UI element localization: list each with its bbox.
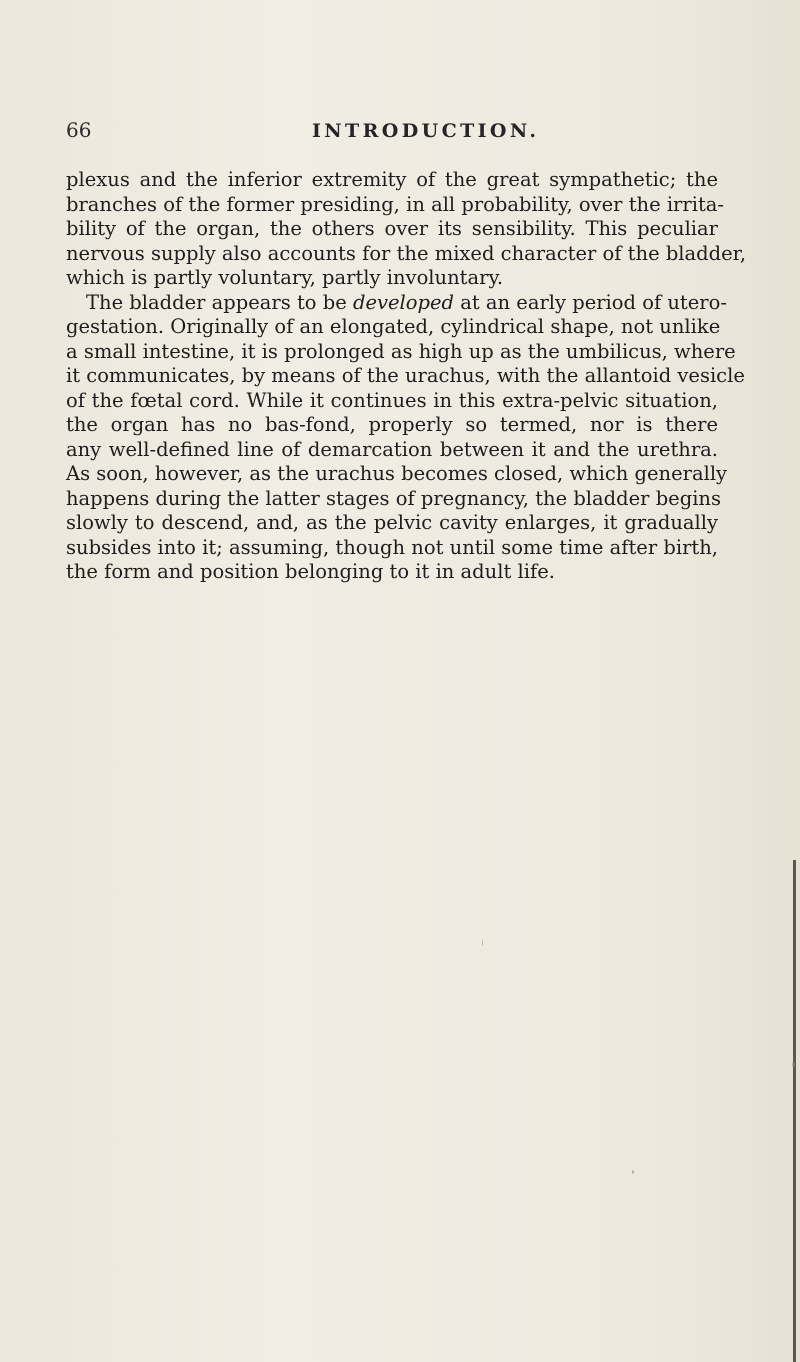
paragraph-1 (66, 168, 747, 291)
text-line: slowly to descend, and, as the pelvic cavity enlarges, it gradually (66, 511, 718, 534)
page-number: 66 (66, 118, 92, 142)
text-line: As soon, however, as the urachus becomes closed, which generally (66, 462, 728, 485)
paper-speck (632, 1170, 634, 1174)
text-line: of the fœtal cord. While it continues in this extra-pelvic situation, (66, 388, 718, 412)
text-line: plexus and the inferior extremity of the great sympathetic; the (66, 168, 718, 191)
text-line: bility of the organ, the others over its sensibility. This peculiar (66, 217, 718, 240)
text-line: subsides into it; assuming, though not until some time after birth, (66, 535, 718, 559)
emphasized-word: developed (352, 290, 455, 314)
text-line: branches of the former presiding, in all probability, over the irrita- (66, 192, 724, 216)
page-edge-shadow (793, 860, 796, 1362)
text-line: nervous supply also accounts for the mixed character of the bladder, (66, 241, 747, 265)
body-text (66, 168, 747, 585)
text-fragment: The bladder appears to be (86, 290, 347, 314)
text-line: gestation. Originally of an elongated, cylindrical shape, not unlike (66, 315, 721, 338)
text-line: which is partly voluntary, partly involuntary. (66, 266, 504, 289)
text-line: a small intestine, it is prolonged as high up as the umbilicus, where (66, 339, 736, 363)
text-line: happens during the latter stages of pregnancy, the bladder begins (66, 486, 722, 510)
paper-speck (792, 1062, 795, 1067)
paper-speck (482, 940, 483, 946)
running-head: INTRODUCTION. (312, 120, 540, 142)
text-line: it communicates, by means of the urachus, with the allantoid vesicle (66, 364, 745, 387)
text-line-with-emphasis (66, 290, 727, 316)
paragraph-2 (66, 290, 745, 585)
text-fragment: at an early period of utero- (460, 290, 727, 314)
text-line: any well-defined line of demarcation between it and the urethra. (66, 437, 718, 461)
text-line: the organ has no bas-fond, properly so termed, nor is there (66, 413, 718, 436)
text-line: the form and position belonging to it in adult life. (66, 560, 555, 583)
